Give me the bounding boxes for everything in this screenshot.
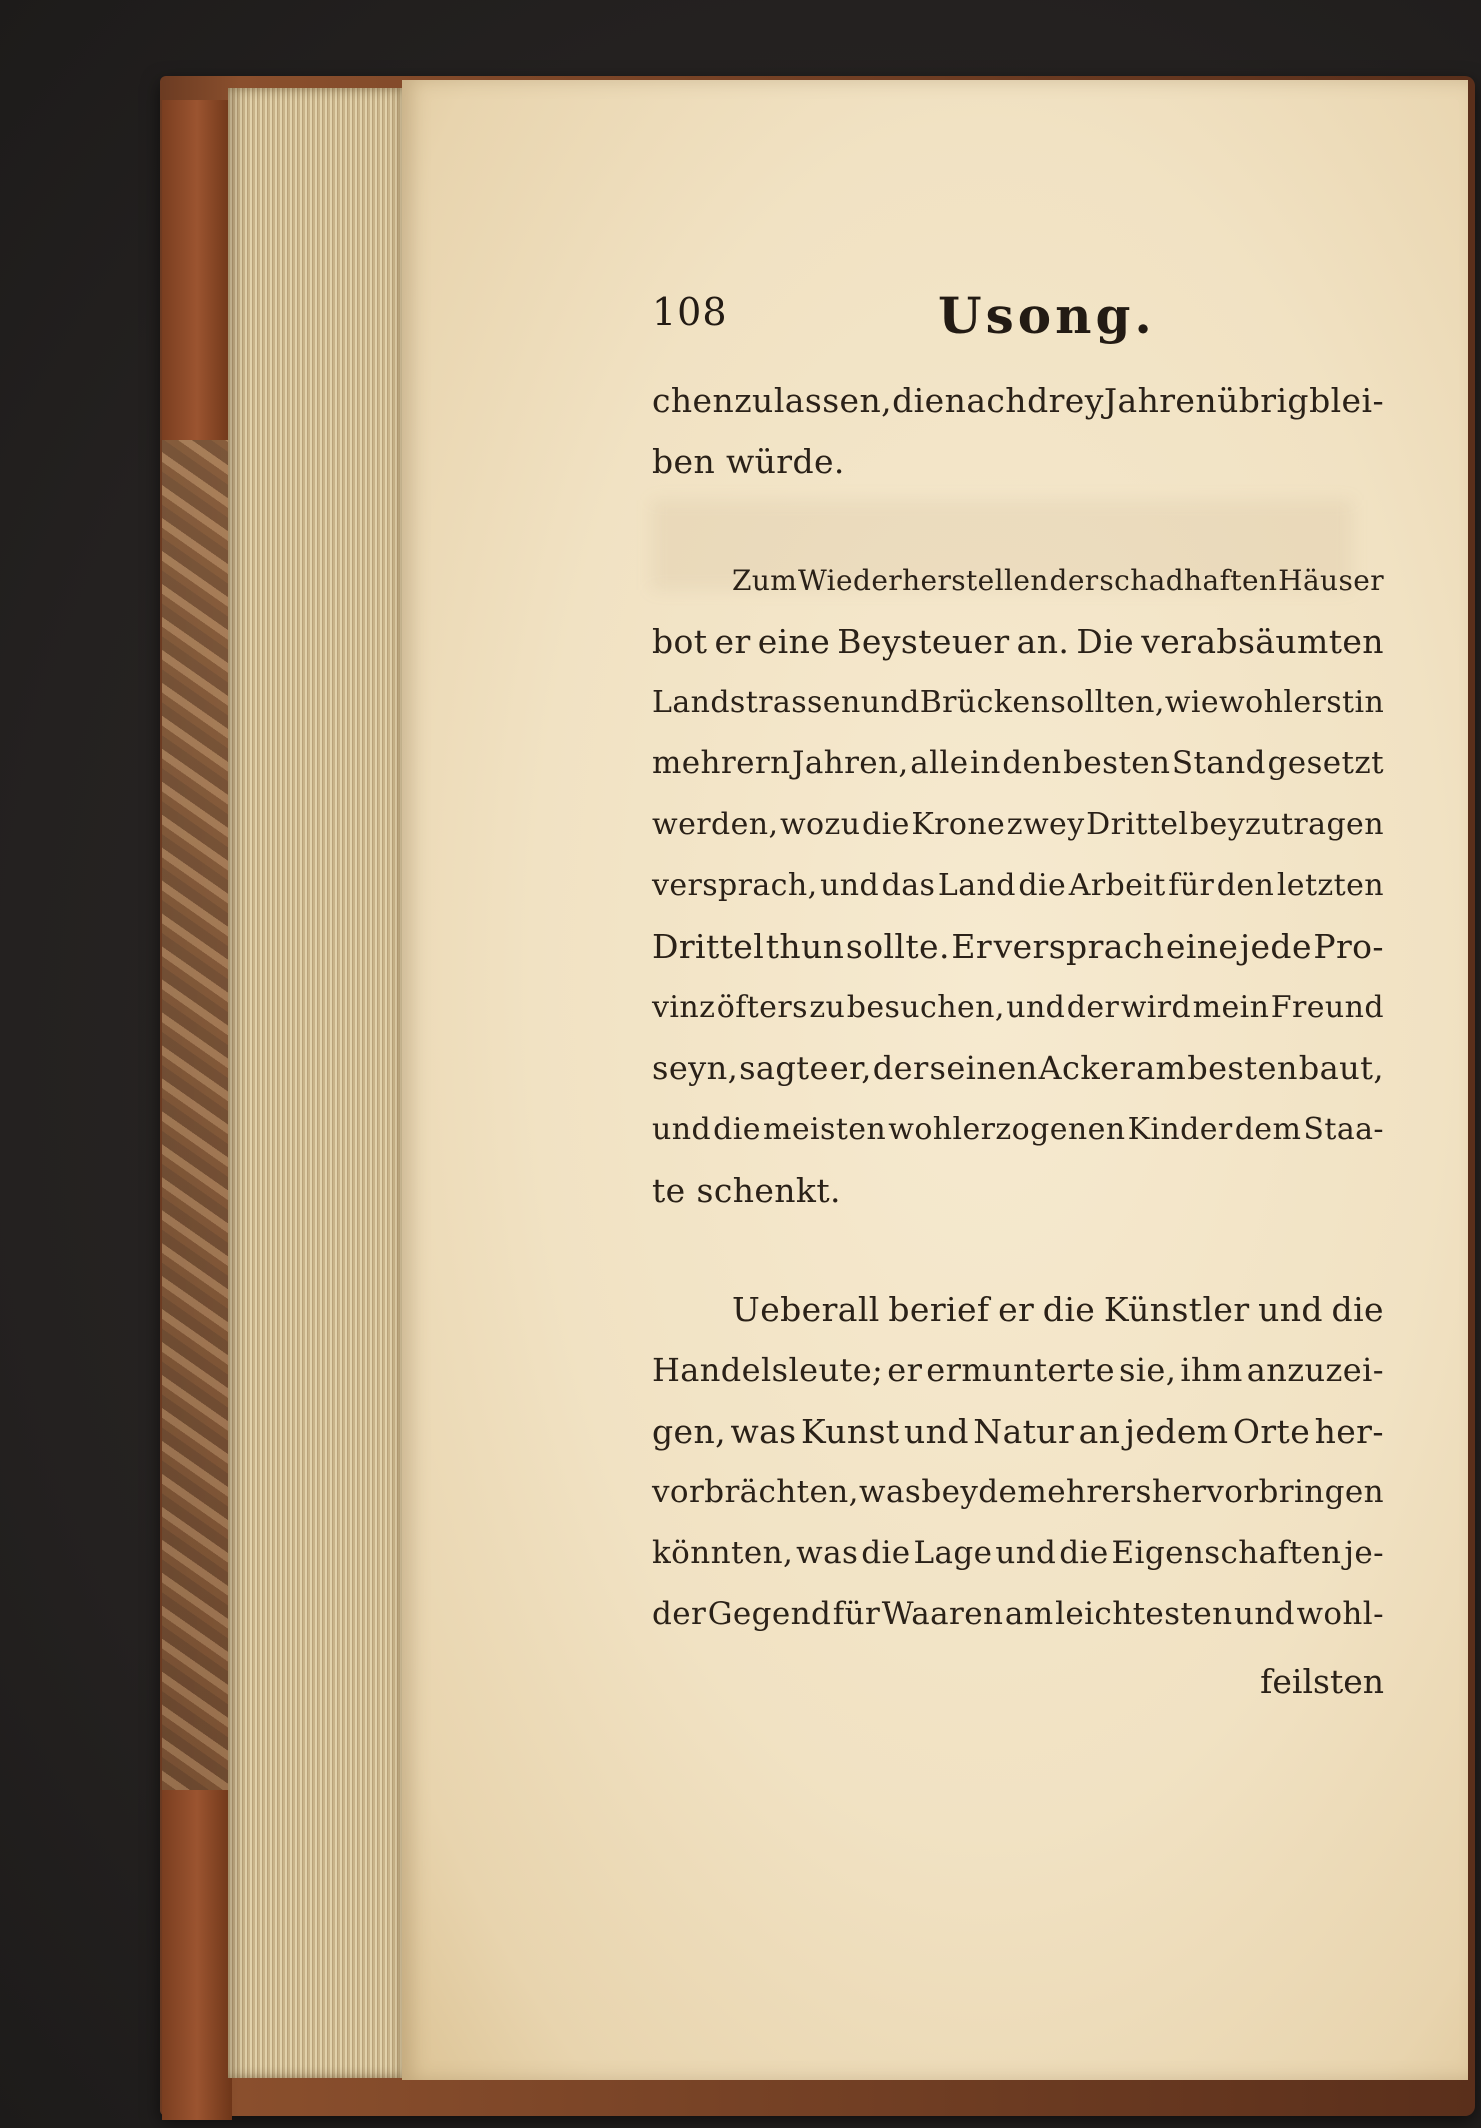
text-line: [652, 1279, 1384, 1340]
word: und: [1258, 1290, 1323, 1329]
word: der: [872, 1049, 929, 1087]
word: Künstler: [1103, 1290, 1250, 1329]
text-line: [652, 855, 1384, 916]
word: mein: [1192, 990, 1270, 1025]
word: seinen: [929, 1049, 1038, 1087]
word: der: [1066, 990, 1120, 1025]
word: dem: [1234, 1112, 1302, 1147]
word: Waaren: [881, 1596, 1004, 1632]
word: Jahren: [1103, 381, 1217, 420]
word: nach: [944, 381, 1027, 420]
word: und: [860, 685, 920, 720]
word: das: [881, 868, 936, 903]
word: Brücken: [919, 685, 1051, 720]
word: werden,: [652, 807, 779, 842]
text-line: [652, 977, 1384, 1038]
page-body: [652, 370, 1384, 1712]
word: der: [1049, 564, 1099, 597]
text-line: [652, 916, 1384, 977]
page-edges: [228, 88, 406, 2078]
word: Beysteuer: [837, 622, 1010, 661]
text-line: [652, 370, 1384, 431]
page-number: 108: [652, 290, 728, 334]
word: was: [796, 1535, 859, 1571]
word: er: [714, 622, 751, 661]
word: sie,: [1118, 1351, 1177, 1389]
word: die: [861, 1535, 911, 1571]
word: wohl-: [1296, 1596, 1384, 1632]
word: beyde: [921, 1474, 1018, 1510]
word: gen,: [652, 1412, 726, 1451]
word: besuchen,: [846, 990, 1005, 1025]
word: meisten: [763, 1112, 887, 1147]
word: am: [1136, 1049, 1187, 1087]
word: hervorbringen: [1151, 1474, 1384, 1510]
word: was: [859, 1474, 922, 1510]
word: zwey: [1006, 807, 1085, 842]
word: mehrern: [652, 745, 791, 781]
text-line: [652, 1523, 1384, 1584]
leather-spine-top: [162, 100, 232, 440]
word: Drittel: [1086, 807, 1189, 842]
word: die: [1018, 868, 1067, 903]
text-line: [652, 1462, 1384, 1523]
text-line: [652, 550, 1384, 611]
word: die: [861, 807, 910, 842]
word: und: [995, 1535, 1057, 1571]
word: in: [970, 745, 1001, 781]
text-line: [652, 794, 1384, 855]
word: könnten,: [652, 1535, 794, 1571]
word: leichtesten: [1055, 1596, 1233, 1632]
leather-spine-bottom: [162, 1790, 232, 2120]
word: chen: [652, 381, 735, 420]
word: Er: [951, 927, 993, 966]
word: wohlerzogenen: [888, 1112, 1126, 1147]
word: der: [652, 1596, 707, 1632]
word: den: [1002, 745, 1062, 781]
word: zu: [809, 990, 846, 1025]
word: baut,: [1298, 1049, 1384, 1087]
word: ermunterte: [926, 1351, 1115, 1389]
word: Acker: [1038, 1049, 1136, 1087]
word: Orte: [1232, 1412, 1311, 1451]
word: schadhaften: [1099, 564, 1278, 597]
word: Drittel: [652, 927, 765, 966]
word: am: [1004, 1596, 1054, 1632]
word: drey: [1027, 381, 1104, 420]
text-line: [652, 1099, 1384, 1160]
word: Pro-: [1313, 927, 1384, 966]
word: wird: [1120, 990, 1192, 1025]
word: jedem: [1124, 1412, 1229, 1451]
word: an: [1078, 1412, 1121, 1451]
word: übrig: [1217, 381, 1309, 420]
word: und: [904, 1412, 969, 1451]
word: die: [1331, 1290, 1384, 1329]
word: sollten,: [1050, 685, 1165, 720]
word: letzten: [1276, 868, 1384, 903]
text-line: [652, 1038, 1384, 1099]
text-line: [652, 733, 1384, 794]
running-title: Usong.: [938, 286, 1156, 345]
word: und: [820, 868, 880, 903]
word: gesetzt: [1267, 745, 1384, 781]
word: versprach,: [652, 868, 818, 903]
page-header: [652, 286, 1382, 350]
word: er,: [829, 1049, 872, 1087]
word: Eigenschaften: [1111, 1535, 1342, 1571]
word: jede: [1239, 927, 1312, 966]
word: Arbeit: [1068, 868, 1166, 903]
word: bot: [652, 622, 708, 661]
word: er: [887, 1351, 923, 1389]
word: und: [1233, 1596, 1295, 1632]
word: Handelsleute;: [652, 1351, 884, 1389]
paragraph-gap: [652, 492, 1384, 550]
word: er: [998, 1290, 1035, 1329]
word: Wiederherstellen: [797, 564, 1049, 597]
word: eine: [757, 622, 831, 661]
word: Kinder: [1127, 1112, 1233, 1147]
marbled-board: [162, 440, 230, 1790]
word: sagte: [739, 1049, 829, 1087]
word: an.: [1016, 622, 1070, 661]
word: zu: [734, 381, 774, 420]
word: wozu: [779, 807, 861, 842]
word: Kunst: [800, 1412, 900, 1451]
word: die: [1042, 1290, 1096, 1329]
word: und: [1006, 990, 1066, 1025]
word: die: [892, 381, 945, 420]
word: Staa-: [1303, 1112, 1384, 1147]
word: anzuzei-: [1246, 1351, 1384, 1389]
text-line: [652, 1584, 1384, 1645]
word: lassen,: [773, 381, 892, 420]
word: Krone: [911, 807, 1006, 842]
word: erst: [1293, 685, 1355, 720]
text-line: ben würde.: [652, 442, 845, 481]
word: mehrers: [1017, 1474, 1152, 1510]
word: was: [730, 1412, 797, 1451]
word: thun: [765, 927, 845, 966]
word: besten: [1187, 1049, 1298, 1087]
text-line: [652, 1340, 1384, 1401]
word: und: [652, 1112, 712, 1147]
word: die: [1059, 1535, 1109, 1571]
word: berief: [888, 1290, 990, 1329]
word: versprach: [993, 927, 1165, 966]
word: die: [713, 1112, 761, 1147]
word: öfters: [716, 990, 808, 1025]
word: beyzutragen: [1189, 807, 1384, 842]
word: Gegend: [707, 1596, 832, 1632]
text-line: [652, 672, 1384, 733]
word: Häuser: [1278, 564, 1384, 597]
word: den: [1216, 868, 1275, 903]
word: eine: [1165, 927, 1239, 966]
word: blei-: [1309, 381, 1384, 420]
word: Land: [937, 868, 1016, 903]
word: Freund: [1270, 990, 1384, 1025]
catchword: feilsten: [1260, 1662, 1384, 1701]
word: Die: [1076, 622, 1135, 661]
text-line: [652, 611, 1384, 672]
word: Stand: [1171, 745, 1266, 781]
word: vorbrächten,: [652, 1474, 859, 1510]
word: je-: [1344, 1535, 1384, 1571]
word: Ueberall: [732, 1290, 880, 1329]
word: ihm: [1180, 1351, 1243, 1389]
word: alle: [910, 745, 969, 781]
word: her-: [1314, 1412, 1384, 1451]
word: Lage: [913, 1535, 993, 1571]
word: Landstrassen: [652, 685, 861, 720]
word: in: [1354, 685, 1385, 720]
word: sollte.: [845, 927, 950, 966]
word: seyn,: [652, 1049, 739, 1087]
word: verabsäumten: [1141, 622, 1384, 661]
paragraph-gap: [652, 1221, 1384, 1279]
word: für: [1168, 868, 1215, 903]
word: wiewohl: [1164, 685, 1294, 720]
word: besten: [1063, 745, 1171, 781]
word: Natur: [973, 1412, 1075, 1451]
word: Zum: [732, 564, 798, 597]
word: vinz: [652, 990, 716, 1025]
text-line: te schenkt.: [652, 1171, 841, 1210]
word: Jahren,: [792, 745, 909, 781]
text-line: [652, 1401, 1384, 1462]
word: für: [832, 1596, 881, 1632]
